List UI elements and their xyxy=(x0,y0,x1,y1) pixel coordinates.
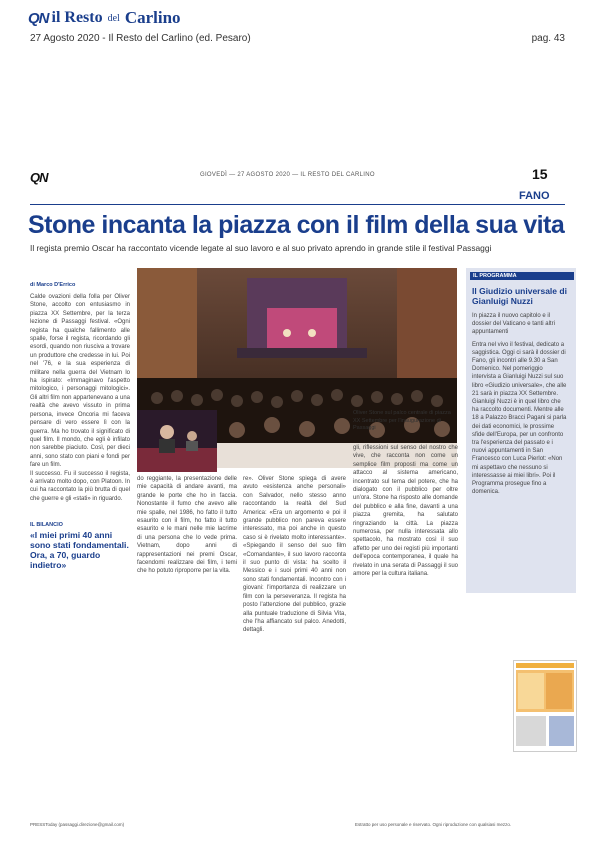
byline: di Marco D'Errico xyxy=(30,282,76,288)
article-column-2: do reggiante, la presentazione delle mie capacità di andare avanti, ma grande le porte che ho in faccia. Nonostante il fumo che avevo alle mie spalle, nel 1986, ho fatto il tutto esaurito con il film, ho fatto il tutto esaurito e le mani nelle mie lacrime di una persona che lo vede prima. Vietnam, dopo anni di rappresentazioni nei premi Oscar, facendomi realizzare dei film, i temi che ho potuto riproporre per la vita. xyxy=(137,476,237,575)
thumbnail-illustration xyxy=(514,661,576,751)
page-number: 15 xyxy=(532,166,548,182)
page-thumbnail xyxy=(513,660,577,752)
speaker-photo-illustration xyxy=(137,410,217,472)
sidebar-intro: In piazza il nuovo capitolo e il dossier del Vaticano e tanti altri appuntamenti xyxy=(472,313,555,336)
sidebar-tag: IL PROGRAMMA xyxy=(470,272,574,280)
photo-caption: Oliver Stone sul palco centrale di piazza XX Settembre per l'inaugurazione di Passaggi xyxy=(353,410,451,431)
bilancio-label: IL BILANCIO xyxy=(30,522,63,528)
footer-left: PRESSToday (passaggi.direzione@gmail.com) xyxy=(30,822,125,827)
publication-meta: 27 Agosto 2020 - Il Resto del Carlino (ed. Pesaro) xyxy=(30,33,251,44)
logo-ilresto: il Resto xyxy=(51,9,103,26)
article-column-3: re». Oliver Stone spiega di avere avuto «esistenza anche personali» con Salvador, nello stesso anno raccontando la realtà del Sud America: «Era un argomento e poi il grande pubblico non pareva essere interessato, ma poi anche in questo caso si è rivelato molto interessante». «Spiegando il senso del suo film «Comandante», il suo lavoro racconta il suo punto di vista: ha scelto il Messico e i suoi primi 40 anni non sono stati fondamentali. Incontro con i giovani: l'importanza di realizzare un film con la perseveranza. Il regista ha posto l'attenzione del pubblico, grazie alla puntuale traduzione di Silvia Vita, che l'ha affiancato sul palco. Anedotti, dettagli. xyxy=(243,476,346,634)
section-name: FANO xyxy=(519,190,550,202)
inset-photo xyxy=(137,410,217,472)
sidebar-body xyxy=(472,312,568,496)
footer-right: Estratto per uso personale e riservato. Ogni riproduzione con qualsiasi mezzo. xyxy=(355,822,512,827)
column-1-text-b: Il successo. Fu il successo il regista, è arrivato molto dopo, con Platoon. In cui ha raccontato la più brutta di quel che guerre e gli «stati» in riguardo. xyxy=(30,470,130,502)
section-rule xyxy=(30,204,565,205)
article-column-1 xyxy=(30,293,130,503)
sidebar-title: Il Giudizio universale di Gianluigi Nuzzi xyxy=(472,286,567,306)
column-1-text: Calde ovazioni della folla per Oliver Stone, accolto con entusiasmo in piazza XX Settembre, per la terza lezione di Passaggi festival. «Ogni regista ha qualche fallimento alle spalle, forse il regista, ricordando gli esordi, quando non riusciva a trovare un produttore che credesse in lui. Poi nel '76, e la sua esperienza di militare nella guerra del Vietnam lo ha ispirato: «Immaginavo l'aspetto mitologico, i personaggi mitologici». Gli altri film non appartenevano a una realtà che avevo vissuto in prima persona, invece Oncoria mi faceva pensare di vero essere lì con la guerra. Ma ho trovato il significato di quel film. Il mondo, che egli è infilato non sarebbe piaciuto. Così, per dieci anni, sono stato con piani e fondi per fare un film. xyxy=(30,294,130,469)
folio-logo: QN xyxy=(30,170,48,185)
logo-qn: QN xyxy=(28,9,49,27)
folio-line: GIOVEDÌ — 27 AGOSTO 2020 — IL RESTO DEL CARLINO xyxy=(200,172,375,178)
article-subhead: Il regista premio Oscar ha raccontato vicende legate al suo lavoro e al suo privato aprendo in grande stile il festival Passaggi xyxy=(30,243,492,253)
article-column-4: gli, riflessioni sul senso del nostro che vive, che racconta non come un semplice film proposti ma come un attacco al sistema americano, incentrato sul tema del potere, che ha dialogato con il pubblico per oltre un'ora. Stone ha risposto alle domande del pubblico e alla fine, davanti a una piazza gremita, ha salutato ringraziando la città. La piazza numerosa, per nulla interessata allo spettacolo, ha mostrato così il suo affetto per uno dei registi più importanti dell'epoca contemporanea, il quale ha rivelato in una serata di Passaggi il suo amore per la cultura italiana. xyxy=(353,445,458,578)
logo-del: del xyxy=(107,12,120,24)
article-headline: Stone incanta la piazza con il film della sua vita xyxy=(28,211,565,239)
newspaper-logo xyxy=(28,8,181,28)
sidebar-text: Entra nel vivo il festival, dedicato a saggistica. Oggi ci sarà il dossier di Fano, gli incontri alle 9.30 a San Domenico. Nel pomeriggio intervista a Gianluigi Nuzzi sul suo libro «Giudizio universale», che alle 21 sarà in piazza XX Settembre. Gianluigi Nuzzi è in quel libro che ha raccolto documenti. Mentre alle 18 a Palazzo Bracci Pagani si parla dei dati economici, le prossime sfide dell'Europa, per un confronto tra l'esperienza del passato e i nuovi appuntamenti in San Francesco con Luca Pierlot: «Non mi aspettavo che nessuno si interessasse ai miei libri». Poi il Programma prosegue fino a domenica. xyxy=(472,341,567,496)
pull-quote: «I miei primi 40 anni sono stati fondamentali. Ora, a 70, guardo indietro» xyxy=(30,530,129,570)
page-label: pag. 43 xyxy=(531,33,565,44)
logo-carlino: Carlino xyxy=(124,8,181,27)
